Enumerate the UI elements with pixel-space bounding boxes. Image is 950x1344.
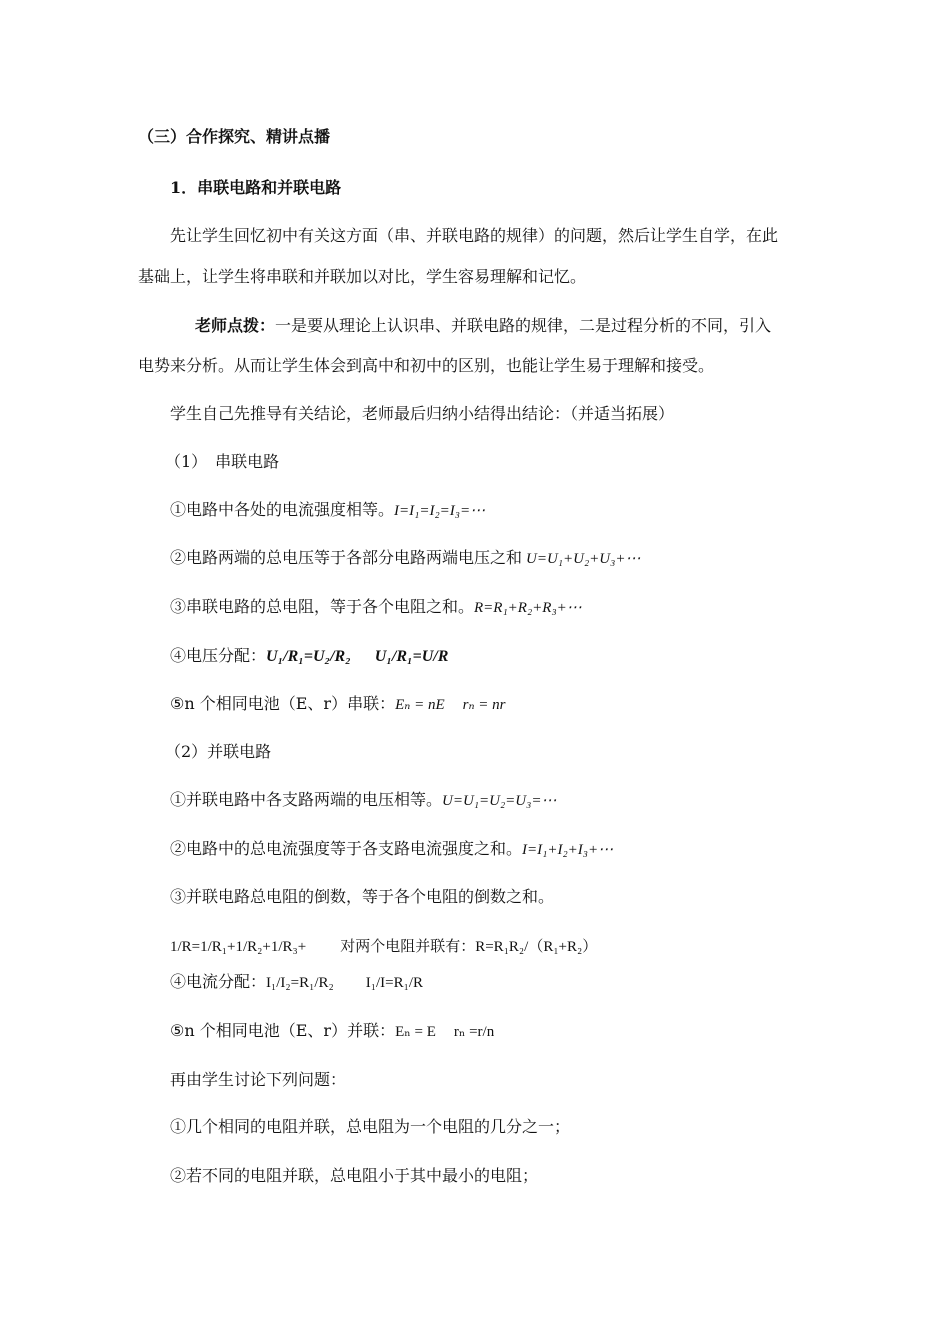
teacher-note-text: 一是要从理论上认识串、并联电路的规律，二是过程分析的不同，引入 (275, 316, 772, 335)
series-item-4-text: ④电压分配： (170, 646, 267, 665)
parallel-item-4-formula-b: I₁/I=R₁/R (365, 975, 423, 991)
parallel-item-2-text: ②电路中的总电流强度等于各支路电流强度之和。 (170, 839, 523, 858)
parallel-item-2 (170, 839, 613, 860)
discussion-item-1: ①几个相同的电阻并联，总电阻为一个电阻的几分之一； (170, 1117, 571, 1136)
teacher-note-label: 老师点拨： (195, 316, 276, 335)
series-heading: （1） 串联电路 (165, 452, 280, 471)
parallel-item-1-text: ①并联电路中各支路两端的电压相等。 (170, 790, 443, 809)
series-item-2-text: ②电路两端的总电压等于各部分电路两端电压之和 (170, 548, 523, 567)
parallel-heading: （2）并联电路 (165, 742, 272, 761)
discussion-intro: 再由学生讨论下列问题： (170, 1070, 347, 1089)
parallel-item-4-text: ④电流分配： (170, 972, 267, 991)
parallel-item-5-text: ⑤n 个相同电池（E、r）并联： (170, 1021, 396, 1040)
summary-line: 学生自己先推导有关结论，老师最后归纳小结得出结论：（并适当拓展） (170, 404, 675, 423)
discussion-item-2: ②若不同的电阻并联，总电阻小于其中最小的电阻； (170, 1166, 539, 1185)
series-item-5-text: ⑤n 个相同电池（E、r）串联： (170, 694, 396, 713)
parallel-item-5 (170, 1021, 494, 1042)
subsection-title: 1．串联电路和并联电路 (170, 178, 342, 197)
parallel-item-3: ③并联电路总电阻的倒数，等于各个电阻的倒数之和。 (170, 887, 555, 906)
parallel-item-4 (170, 972, 423, 993)
intro-paragraph-line2: 基础上，让学生将串联和并联加以对比，学生容易理解和记忆。 (138, 267, 587, 286)
intro-paragraph-line1: 先让学生回忆初中有关这方面（串、并联电路的规律）的问题，然后让学生自学，在此 (170, 226, 779, 245)
teacher-note-line2: 电势来分析。从而让学生体会到高中和初中的区别，也能让学生易于理解和接受。 (138, 356, 715, 375)
parallel-item-5-formula-a: Eₙ = E (395, 1024, 436, 1040)
series-item-3-text: ③串联电路的总电阻，等于各个电阻之和。 (170, 597, 475, 616)
series-item-4-formula-b: U₁/R₁=U/R (374, 648, 449, 665)
series-item-2 (170, 548, 640, 569)
parallel-item-2-formula: I=I₁+I₂+I₃+⋯ (522, 842, 614, 858)
parallel-item-1 (170, 790, 556, 811)
section-title: （三）合作探究、精讲点播 (138, 127, 331, 146)
series-item-1-formula: I=I₁=I₂=I₃=⋯ (394, 503, 486, 519)
series-item-2-formula: U=U₁+U₂+U₃+⋯ (526, 551, 641, 567)
parallel-item-4-formula-a: I₁/I₂=R₁/R₂ (266, 975, 334, 991)
series-item-3-formula: R=R₁+R₂+R₃+⋯ (474, 600, 582, 616)
teacher-note-line1 (195, 316, 771, 336)
parallel-two-resistor-formula: 对两个电阻并联有：R=R₁R₂/（R₁+R₂） (340, 939, 598, 955)
series-item-5-formula-b: rₙ = nr (462, 697, 506, 713)
series-item-3 (170, 597, 582, 618)
series-item-1 (170, 500, 485, 521)
parallel-reciprocal-formula: 1/R=1/R₁+1/R₂+1/R₃+ (170, 939, 307, 955)
series-item-4 (170, 646, 448, 667)
series-item-4-formula-a: U₁/R₁=U₂/R₂ (266, 648, 351, 665)
series-item-5 (170, 694, 506, 715)
parallel-formula-line (170, 936, 597, 957)
parallel-item-5-formula-b: rₙ =r/n (453, 1024, 495, 1040)
series-item-1-text: ①电路中各处的电流强度相等。 (170, 500, 395, 519)
parallel-item-1-formula: U=U₁=U₂=U₃=⋯ (442, 793, 557, 809)
series-item-5-formula-a: Eₙ = nE (395, 697, 445, 713)
